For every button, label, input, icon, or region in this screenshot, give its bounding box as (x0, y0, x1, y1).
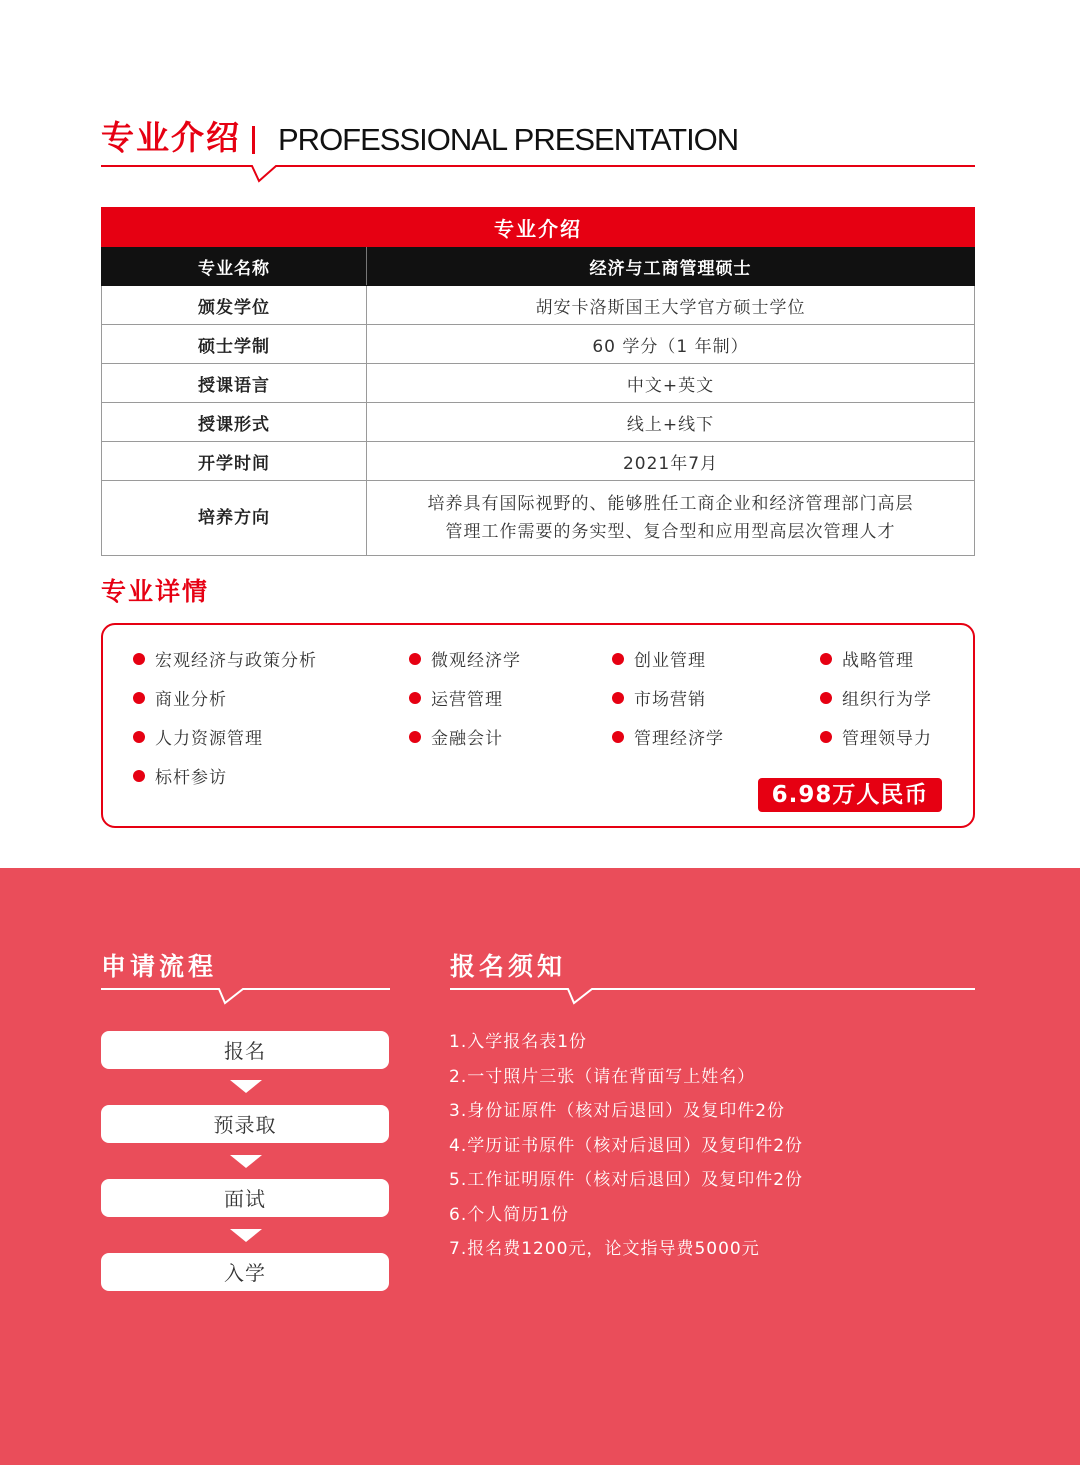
course-label: 人力资源管理 (155, 729, 263, 749)
course-item (133, 766, 227, 790)
course-item (612, 727, 724, 751)
table-row (102, 442, 975, 481)
notice-item: 3.身份证原件（核对后退回）及复印件2份 (449, 1101, 786, 1121)
bullet-icon (820, 692, 832, 704)
table-title: 专业介绍 (102, 208, 975, 247)
row-value-line: 培养具有国际视野的、能够胜任工商企业和经济管理部门高层 (427, 494, 914, 514)
section-title-cn: 专业介绍 (101, 118, 241, 157)
row-value (367, 481, 975, 556)
course-item (133, 649, 317, 673)
course-label: 战略管理 (842, 651, 914, 671)
step-box: 预录取 (101, 1105, 389, 1143)
table-row (102, 286, 975, 325)
notice-underline (450, 980, 977, 1010)
notice-item: 5.工作证明原件（核对后退回）及复印件2份 (449, 1170, 804, 1190)
row-value: 胡安卡洛斯国王大学官方硕士学位 (367, 286, 975, 325)
bullet-icon (133, 731, 145, 743)
row-value: 60 学分（1 年制） (367, 325, 975, 364)
course-item (820, 649, 914, 673)
table-row (102, 325, 975, 364)
bullet-icon (409, 731, 421, 743)
row-key: 授课形式 (102, 403, 367, 442)
course-item (409, 649, 521, 673)
table-row (102, 403, 975, 442)
header-value: 经济与工商管理硕士 (367, 247, 975, 286)
row-key: 开学时间 (102, 442, 367, 481)
bullet-icon (612, 692, 624, 704)
table-row (102, 364, 975, 403)
course-label: 管理经济学 (634, 729, 724, 749)
row-key: 硕士学制 (102, 325, 367, 364)
course-label: 管理领导力 (842, 729, 932, 749)
header-key: 专业名称 (102, 247, 367, 286)
bullet-icon (820, 731, 832, 743)
course-label: 运营管理 (431, 690, 503, 710)
course-item (820, 727, 932, 751)
course-item (133, 727, 263, 751)
notice-item: 1.入学报名表1份 (449, 1032, 588, 1052)
row-value: 中文+英文 (367, 364, 975, 403)
course-item (820, 688, 932, 712)
program-table (101, 207, 975, 556)
bullet-icon (409, 692, 421, 704)
step-box: 入学 (101, 1253, 389, 1291)
course-item (612, 688, 706, 712)
row-key: 培养方向 (102, 481, 367, 556)
arrow-down-icon (230, 1080, 262, 1093)
step-box: 面试 (101, 1179, 389, 1217)
table-title-row (102, 208, 975, 247)
course-label: 金融会计 (431, 729, 503, 749)
process-title: 申请流程 (101, 952, 218, 981)
table-row (102, 481, 975, 556)
row-value: 线上+线下 (367, 403, 975, 442)
notice-item: 7.报名费1200元，论文指导费5000元 (449, 1239, 760, 1259)
arrow-down-icon (230, 1155, 262, 1168)
course-label: 商业分析 (155, 690, 227, 710)
course-item (133, 688, 227, 712)
bullet-icon (133, 653, 145, 665)
table-header-row (102, 247, 975, 286)
notice-item: 2.一寸照片三张（请在背面写上姓名） (449, 1067, 756, 1087)
course-label: 市场营销 (634, 690, 706, 710)
bullet-icon (133, 692, 145, 704)
notice-title: 报名须知 (450, 952, 567, 981)
details-title: 专业详情 (101, 577, 210, 606)
step-box: 报名 (101, 1031, 389, 1069)
bullet-icon (409, 653, 421, 665)
row-value-line: 管理工作需要的务实型、复合型和应用型高层次管理人才 (445, 522, 896, 542)
process-underline (101, 980, 393, 1010)
course-item (409, 727, 503, 751)
notice-item: 4.学历证书原件（核对后退回）及复印件2份 (449, 1136, 804, 1156)
bullet-icon (133, 770, 145, 782)
course-label: 标杆参访 (155, 768, 227, 788)
course-label: 创业管理 (634, 651, 706, 671)
course-item (612, 649, 706, 673)
header-underline (101, 150, 977, 186)
course-label: 组织行为学 (842, 690, 932, 710)
bullet-icon (820, 653, 832, 665)
course-label: 微观经济学 (431, 651, 521, 671)
course-label: 宏观经济与政策分析 (155, 651, 317, 671)
bullet-icon (612, 731, 624, 743)
row-value: 2021年7月 (367, 442, 975, 481)
row-key: 颁发学位 (102, 286, 367, 325)
row-key: 授课语言 (102, 364, 367, 403)
course-item (409, 688, 503, 712)
section-title-en: PROFESSIONAL PRESENTATION (278, 122, 739, 157)
price-badge: 6.98万人民币 (758, 778, 942, 812)
notice-item: 6.个人简历1份 (449, 1205, 570, 1225)
bullet-icon (612, 653, 624, 665)
arrow-down-icon (230, 1229, 262, 1242)
